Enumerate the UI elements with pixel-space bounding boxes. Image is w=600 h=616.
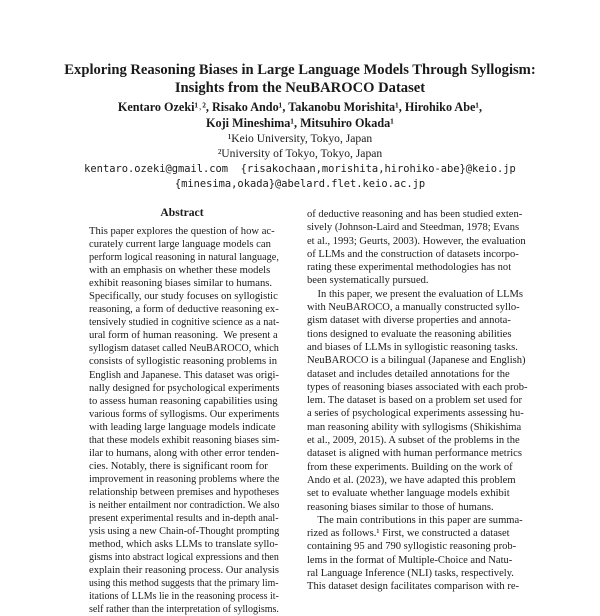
body-line: and biases of LLMs in syllogistic reasoning tasks. — [307, 341, 518, 353]
body-line: types of reasoning biases associated with each prob- — [307, 381, 528, 393]
author-line: Koji Mineshima¹, Mitsuhiro Okada¹ — [206, 116, 394, 130]
body-line: dataset and includes detailed annotations for the — [307, 368, 510, 380]
abstract-line: reasoning, a form of deductive reasoning ex- — [89, 304, 279, 316]
abstract-line: nally designed for psychological experiments — [89, 382, 280, 394]
body-text-right-column — [307, 208, 532, 594]
body-line: In this paper, we present the evaluation of LLMs — [307, 288, 524, 300]
body-line: reasoning biases similar to those of humans. — [307, 501, 494, 513]
body-line: NeuBAROCO is a bilingual (Japanese and English) — [307, 355, 526, 367]
body-line: The main contributions in this paper are summa- — [307, 514, 523, 526]
abstract-line: ural form of human reasoning. We present a — [89, 330, 278, 342]
body-line: gism dataset with diverse properties and annota- — [307, 315, 511, 327]
abstract-line: that these models exhibit reasoning biases sim- — [89, 434, 280, 446]
body-line: et al., 1993; Geurts, 2003). However, the evaluation — [307, 235, 526, 247]
abstract-line: method, which asks LLMs to translate syllo- — [89, 539, 279, 551]
body-line: containing 95 and 790 syllogistic reasoning prob- — [307, 541, 517, 553]
body-line: rating these experimental methodologies has not — [307, 262, 512, 274]
abstract-line: relationship between premises and hypotheses — [89, 486, 279, 498]
abstract-line: ysis using a new Chain-of-Thought prompting — [89, 526, 280, 538]
body-line: dataset is aligned with human performance metrics — [307, 448, 522, 460]
body-line: with NeuBAROCO, a manually constructed syllo- — [307, 302, 520, 314]
abstract-line: cies. Notably, there is significant room for — [89, 460, 268, 472]
abstract-line: English and Japanese. This dataset was origi- — [89, 369, 279, 381]
body-line: man reasoning ability with syllogisms (Shikishima — [307, 421, 522, 433]
abstract-line: various forms of syllogisms. Our experiments — [89, 408, 280, 420]
body-line: This dataset design facilitates comparison with re- — [307, 581, 520, 593]
body-line: set to evaluate whether language models exhibit — [307, 488, 510, 500]
body-line: et al., 2009, 2015). A subset of the problems in the — [307, 435, 520, 447]
title-line: Exploring Reasoning Biases in Large Language Models Through Syllogism: — [64, 62, 536, 78]
title-line: Insights from the NeuBAROCO Dataset — [174, 80, 426, 96]
abstract-line: syllogism dataset called NeuBAROCO, which — [89, 343, 279, 355]
body-line: been systematically pursued. — [307, 275, 429, 287]
abstract-line: ilar to humans, along with other error tenden- — [89, 447, 279, 459]
body-line: from these experiments. Building on the work of — [307, 461, 513, 473]
body-line: of deductive reasoning and has been studied exten- — [307, 209, 523, 220]
abstract-line: improvement in reasoning problems where the — [89, 473, 280, 485]
body-line: rized as follows.¹ First, we constructed a dataset — [307, 528, 510, 540]
body-line: lems in the format of Multiple-Choice and Natu- — [307, 554, 513, 566]
body-line: sively (Johnson-Laird and Steedman, 1978; Evans — [307, 222, 520, 234]
abstract-line: with leading large language models indicate — [89, 421, 276, 433]
abstract-line: is neither entailment nor contradiction. We also — [89, 499, 280, 511]
abstract-line: curately current large language models can — [89, 239, 271, 251]
abstract-line: using this method suggests that the primary lim- — [89, 578, 279, 590]
abstract-line: to assess human reasoning capabilities using — [89, 395, 278, 407]
abstract-line: gisms into abstract logical expressions and then — [89, 552, 279, 564]
body-line: a series of psychological experiments assessing hu- — [307, 408, 524, 420]
abstract-line: itations of LLMs lie in the reasoning process it- — [89, 591, 279, 603]
abstract-line: self rather than the interpretation of syllogisms. — [89, 604, 279, 616]
abstract-line: exhibit reasoning biases similar to humans. — [89, 278, 273, 290]
abstract-heading: Abstract — [160, 206, 204, 219]
body-line: Ando et al. (2023), we have adapted this problem — [307, 474, 516, 486]
email-line: {minesima,okada}@abelard.flet.keio.ac.jp — [174, 178, 426, 190]
affiliation: ¹Keio University, Tokyo, Japan — [227, 132, 373, 145]
author-list — [40, 99, 560, 131]
abstract-line: Specifically, our study focuses on syllogistic — [89, 291, 278, 303]
body-line: lem. The dataset is based on a problem set used for — [307, 395, 523, 407]
abstract-line: consists of syllogistic reasoning problems in — [89, 356, 278, 368]
abstract-line: present experimental results and in-depth anal- — [89, 513, 279, 525]
paper-title — [40, 61, 560, 97]
abstract-line: tensively studied in cognitive science as a nat- — [89, 317, 280, 329]
abstract-line: explain their reasoning process. Our analysis — [89, 565, 280, 577]
email-line: kentaro.ozeki@gmail.com {risakochaan,morishita,hirohiko-abe}@keio.jp — [84, 163, 516, 175]
abstract-line: This paper explores the question of how ac- — [89, 226, 275, 237]
abstract-line: perform logical reasoning in natural language, — [89, 252, 279, 264]
affiliation: ²University of Tokyo, Tokyo, Japan — [217, 147, 383, 160]
abstract-text — [89, 225, 280, 616]
body-line: tions designed to evaluate the reasoning abilities — [307, 328, 512, 340]
abstract-line: with an emphasis on whether these models — [89, 265, 271, 277]
body-line: of LLMs and the construction of datasets incorpo- — [307, 248, 519, 260]
author-line: Kentaro Ozeki¹˒², Risako Ando¹, Takanobu Morishita¹, Hirohiko Abe¹, — [117, 100, 483, 114]
body-line: ral Language Inference (NLI) tasks, respectively. — [307, 568, 514, 580]
